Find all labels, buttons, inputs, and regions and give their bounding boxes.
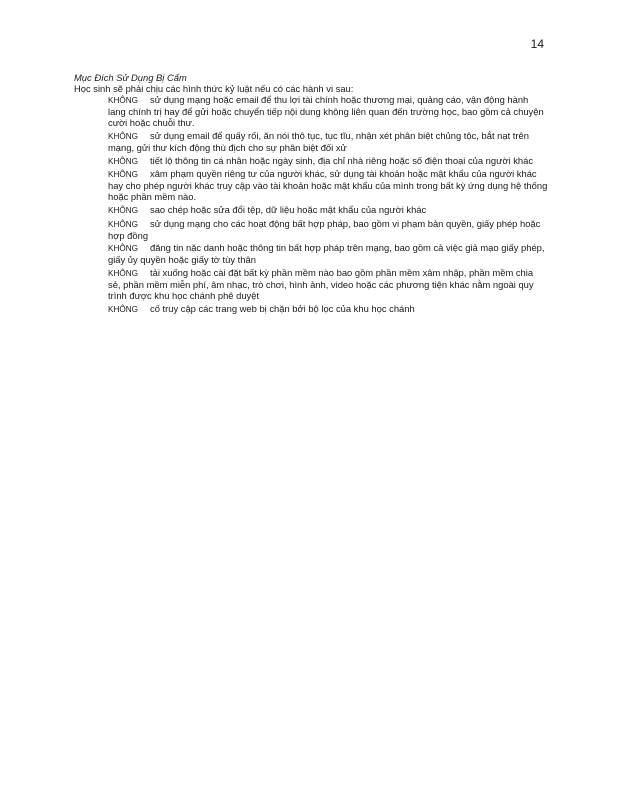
rule-text: tiết lộ thông tin cá nhân hoặc ngày sinh, địa chỉ nhà riêng hoặc số điện thoại của người khác (150, 154, 534, 166)
rule-text: sử dụng email để quấy rối, ăn nói thô tục, tục tĩu, nhận xét phân biệt chủng tộc, bắt nạt trên mạng, gửi thư kích động thù địch cho sự phân biệt đối xử (108, 129, 529, 154)
rule-keyword: KHÔNG (108, 244, 139, 254)
rule-list-item (74, 218, 548, 241)
rule-keyword: KHÔNG (108, 206, 139, 216)
section-title: Mục Đích Sử Dụng Bị Cấm (74, 72, 187, 83)
rule-list-item (74, 242, 548, 265)
rule-text: đăng tin nặc danh hoặc thông tin bất hợp pháp trên mạng, bao gồm cả việc giả mạo giấy phép, giấy ủy quyền hoặc giấy tờ tùy thân (108, 242, 545, 266)
prohibited-uses-list (74, 94, 548, 315)
rule-keyword: KHÔNG (108, 96, 139, 106)
rule-keyword: KHÔNG (108, 269, 139, 278)
rule-keyword: KHÔNG (108, 156, 139, 166)
rule-keyword: KHÔNG (108, 170, 139, 180)
intro-text: Học sinh sẽ phải chịu các hình thức kỷ luật nếu có các hành vi sau: (74, 83, 354, 95)
rule-keyword: KHÔNG (108, 131, 139, 141)
rule-keyword: KHÔNG (108, 219, 139, 229)
rule-text: cố truy cập các trang web bị chặn bởi bộ lọc của khu học chánh (150, 302, 415, 314)
rule-list-item (74, 130, 548, 153)
rule-list-item (74, 155, 548, 167)
rule-text: xâm phạm quyền riêng tư của người khác, sử dụng tài khoản hoặc mật khẩu của người khác hay cho phép người khác truy cập vào tài khoản hoặc mật khẩu của mình trong bất kỳ ứng dụng hệ thống hoặc phần mềm nào. (108, 168, 548, 203)
rule-text: sử dụng mạng cho các hoạt động bất hợp pháp, bao gồm vi phạm bản quyền, giấy phép hoặc hợp đồng (108, 217, 541, 241)
rule-text: tải xuống hoặc cài đặt bất kỳ phần mềm nào bao gồm phần mềm xâm nhập, phần mềm chia sẻ, phần mềm miễn phí, âm nhạc, trò chơi, hình ảnh, video hoặc các phương tiện khác nằm ngoài quy trình được khu học chánh phê duyệt (108, 267, 534, 302)
rule-list-item (74, 303, 548, 315)
document-body (74, 72, 548, 316)
rule-list-item (74, 94, 548, 128)
rule-text: sao chép hoặc sửa đổi tệp, dữ liệu hoặc mật khẩu của người khác (150, 204, 427, 216)
rule-list-item (74, 267, 548, 301)
rule-keyword: KHÔNG (108, 304, 139, 314)
rule-list-item (74, 204, 548, 216)
rule-list-item (74, 168, 548, 202)
rule-text: sử dụng mạng hoặc email để thu lợi tài chính hoặc thương mại, quảng cáo, vận động hành lang chính trị hay để gửi hoặc chuyển tiếp nội dung không liên quan đến trường học, bao gồm cả chuyện cười hoặc chuỗi thư. (108, 94, 544, 129)
page-number: 14 (530, 37, 544, 51)
